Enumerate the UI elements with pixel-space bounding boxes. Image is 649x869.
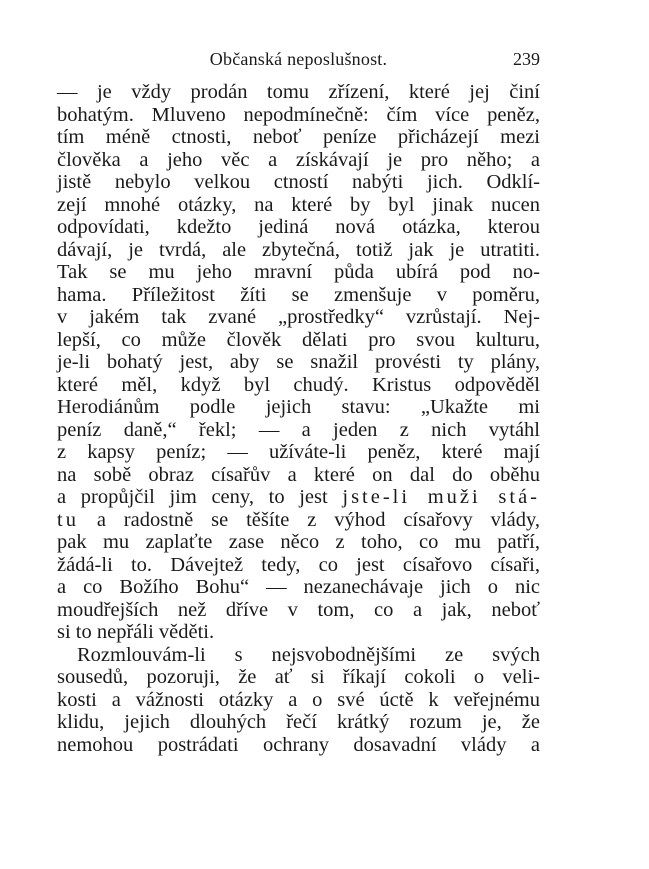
text-line: kosti a vážnosti otázky a o své úctě k veřejnému — [57, 688, 540, 711]
text-line: v jakém tak zvané „prostředky“ vzrůstají. Nej- — [57, 306, 540, 328]
text-line-emphasis — [57, 509, 540, 532]
text-line: které měl, když byl chudý. Kristus odpověděl — [57, 373, 540, 396]
text-line-paragraph-start: Rozmlouvám-li s nejsvobodnějšími ze svých — [77, 643, 540, 666]
text-line-emphasis — [57, 486, 540, 509]
text-line: a co Božího Bohu“ — nezanechávaje jich o nic — [57, 576, 540, 598]
text-line: je-li bohatý jest, aby se snažil provésti ty plány, — [57, 351, 540, 373]
running-head — [57, 47, 540, 71]
text-line-paragraph-end: si to nepřáli věděti. — [57, 621, 215, 643]
page-number: 239 — [513, 49, 540, 69]
text-line: Tak se mu jeho mravní půda ubírá pod no- — [57, 261, 540, 283]
text-line: klidu, jejich dlouhých řečí krátký rozum je, že — [57, 711, 540, 733]
text-fragment: a propůjčil jim ceny, to jest — [57, 486, 343, 508]
text-line: odpovídati, kdežto jediná nová otázka, kterou — [57, 216, 540, 238]
text-line: moudřejších než dříve v tom, co a jak, neboť — [57, 598, 540, 621]
spaced-emphasis: jste-li muži stá- — [342, 486, 540, 508]
running-title: Občanská neposlušnost. — [209, 49, 388, 69]
text-line: dávají, je tvrdá, ale zbytečná, totiž jak je utratiti. — [57, 238, 540, 261]
text-line: zejí mnohé otázky, na které by byl jinak nucen — [57, 193, 540, 216]
text-line: pak mu zaplaťte zase něco z toho, co mu patří, — [57, 531, 540, 553]
text-line: lepší, co může člověk dělati pro svou kulturu, — [57, 328, 540, 351]
spaced-emphasis: tu — [57, 508, 79, 531]
text-fragment: a radostně se těšíte z výhod císařovy vlády, — [78, 508, 540, 531]
body-text — [57, 81, 540, 756]
text-line: Herodiánům podle jejich stavu: „Ukažte mi — [57, 396, 540, 418]
text-line: z kapsy peníz; — užíváte-li peněz, které mají — [57, 441, 540, 463]
text-line: na sobě obraz císařův a které on dal do oběhu — [57, 463, 540, 486]
text-line: sousedů, pozoruji, že ať si říkají cokoli o veli- — [57, 666, 540, 688]
text-line: hama. Příležitost žíti se zmenšuje v poměru, — [57, 283, 540, 306]
text-line: peníz daně,“ řekl; — a jeden z nich vytáhl — [57, 418, 540, 441]
text-line: tím méně ctnosti, neboť peníze přicházejí mezi — [57, 126, 540, 148]
text-line: člověka a jeho věc a získávají je pro něho; a — [57, 148, 540, 171]
text-line: — je vždy prodán tomu zřízení, které jej činí — [57, 81, 540, 103]
text-line: bohatým. Mluveno nepodmínečně: čím více peněz, — [57, 103, 540, 126]
text-line: nemohou postrádati ochrany dosavadní vlády a — [57, 733, 540, 756]
text-line: jistě nebylo velkou ctností nabýti jich. Odklí- — [57, 171, 540, 193]
text-line: žádá-li to. Dávejtež tedy, co jest císařovo císaři, — [57, 553, 540, 576]
